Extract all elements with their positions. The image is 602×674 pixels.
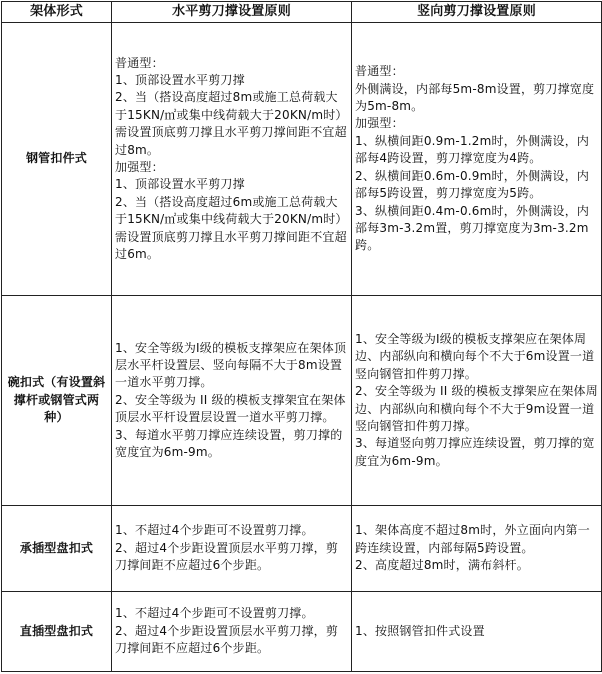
text-line: 2、当（搭设高度超过6m或施工总荷载大于15KN/㎡或集中线荷载大于20KN/m时）需设置顶底剪刀撑且水平剪刀撑间距不宜超过6m。 xyxy=(115,194,348,262)
table-row xyxy=(2,23,602,296)
text-line: 1、架体高度不超过8m时，外立面向内第一跨连续设置，内部每隔5跨设置。 xyxy=(355,523,590,555)
table-row xyxy=(2,506,602,592)
header-frame-type: 架体形式 xyxy=(2,2,112,23)
vertical-principle-cell xyxy=(352,296,602,506)
text-line: 1、顶部设置水平剪刀撑 xyxy=(115,72,245,87)
header-horizontal-principle: 水平剪刀撑设置原则 xyxy=(112,2,352,23)
scissor-brace-spec-table xyxy=(1,1,602,672)
frame-type-cell: 钢管扣件式 xyxy=(2,23,112,296)
text-line: 加强型： xyxy=(355,116,404,131)
header-row xyxy=(2,2,602,23)
frame-type-cell: 承插型盘扣式 xyxy=(2,506,112,592)
text-line: 外侧满设，内部每5m-8m设置，剪刀撑宽度为5m-8m。 xyxy=(355,81,595,114)
text-line: 2、高度超过8m时，满布斜杆。 xyxy=(355,558,529,573)
vertical-principle-cell xyxy=(352,506,602,592)
text-line: 2、纵横间距0.6m-0.9m时，外侧满设，内部每5跨设置，剪刀撑宽度为5跨。 xyxy=(355,168,590,201)
text-line: 3、每道竖向剪刀撑应连续设置，剪刀撑的宽度宜为6m-9m。 xyxy=(355,436,595,468)
text-line: 普通型： xyxy=(355,64,404,79)
table-row xyxy=(2,592,602,672)
table-row xyxy=(2,296,602,506)
text-line: 1、安全等级为I级的模板支撑架应在架体周边、内部纵向和横向每个不大于6m设置一道竖向钢管扣件剪刀撑。 xyxy=(355,331,595,381)
vertical-principle-cell xyxy=(352,592,602,672)
text-line: 3、每道水平剪刀撑应连续设置，剪刀撑的宽度宜为6m-9m。 xyxy=(115,427,343,460)
text-line: 普通型： xyxy=(115,55,164,70)
vertical-principle-cell xyxy=(352,23,602,296)
text-line: 2、超过4个步距设置顶层水平剪刀撑，剪刀撑间距不应超过6个步距。 xyxy=(115,623,339,656)
horizontal-principle-cell xyxy=(112,296,352,506)
text-line: 3、纵横间距0.4m-0.6m时，外侧满设，内部每3m-3.2m置，剪刀撑宽度为3m-3.2m跨。 xyxy=(355,203,590,253)
text-line: 1、不超过4个步距可不设置剪刀撑。 xyxy=(115,523,314,538)
text-line: 2、安全等级为 II 级的模板支撑架宜在架体顶层水平杆设置层设置一道水平剪刀撑。 xyxy=(115,392,346,425)
text-line: 1、按照钢管扣件式设置 xyxy=(355,623,485,638)
text-line: 1、纵横间距0.9m-1.2m时，外侧满设，内部每4跨设置，剪刀撑宽度为4跨。 xyxy=(355,133,590,166)
header-vertical-principle: 竖向剪刀撑设置原则 xyxy=(352,2,602,23)
text-line: 加强型： xyxy=(115,160,164,174)
frame-type-cell: 直插型盘扣式 xyxy=(2,592,112,672)
text-line: 2、安全等级为 II 级的模板支撑架应在架体周边、内部纵向和横向每个不大于9m设置一道竖向钢管扣件剪刀撑。 xyxy=(355,384,598,433)
text-line: 2、当（搭设高度超过8m或施工总荷载大于15KN/㎡或集中线荷载大于20KN/m时）需设置顶底剪刀撑且水平剪刀撑间距不宜超过8m。 xyxy=(115,90,348,157)
text-line: 2、超过4个步距设置顶层水平剪刀撑，剪刀撑间距不应超过6个步距。 xyxy=(115,540,339,573)
text-line: 1、安全等级为I级的模板支撑架应在架体顶层水平杆设置层、竖向每隔不大于8m设置一道水平剪刀撑。 xyxy=(115,340,347,390)
horizontal-principle-cell xyxy=(112,23,352,296)
text-line: 1、不超过4个步距可不设置剪刀撑。 xyxy=(115,606,314,621)
text-line: 1、顶部设置水平剪刀撑 xyxy=(115,177,245,192)
frame-type-cell: 碗扣式（有设置斜撑杆或钢管式两种） xyxy=(2,296,112,506)
horizontal-principle-cell xyxy=(112,506,352,592)
horizontal-principle-cell xyxy=(112,592,352,672)
